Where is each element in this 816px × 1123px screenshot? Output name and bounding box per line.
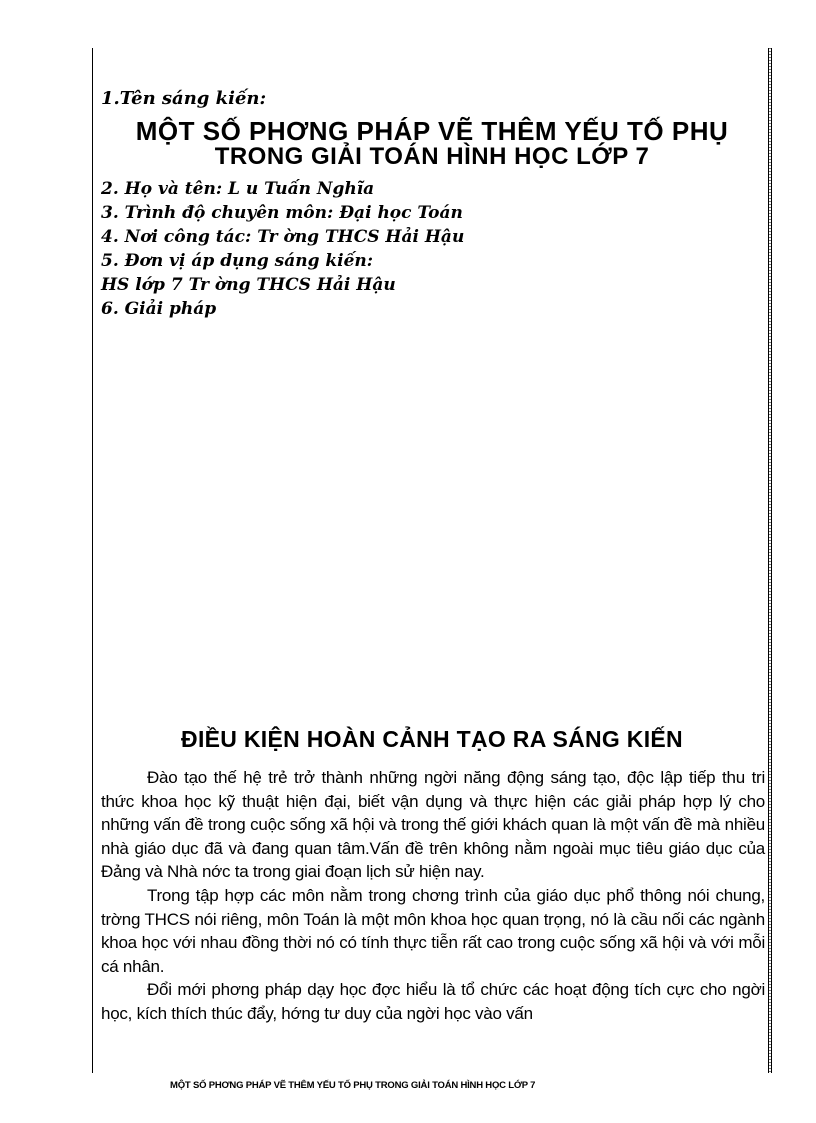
page-footer: MỘT SỐ PHƠNG PHÁP VẼ THÊM YẾU TỐ PHỤ TRONG GIẢI TOÁN HÌNH HỌC LỚP 7 xyxy=(170,1080,536,1091)
document-title xyxy=(93,118,771,170)
applied-unit-value: HS lớp 7 Tr ờng THCS Hải Hậu xyxy=(101,275,396,295)
title-line-2: TRONG GIẢI TOÁN HÌNH HỌC LỚP 7 xyxy=(214,143,650,170)
qualification-line: 3. Trình độ chuyên môn: Đại học Toán xyxy=(101,203,463,223)
section-heading: ĐIỀU KIỆN HOÀN CẢNH TẠO RA SÁNG KIẾN xyxy=(181,726,683,752)
page-border-right xyxy=(768,48,772,1073)
paragraph: Đổi mới phơng pháp dạy học đợc hiểu là tổ chức các hoạt động tích cực cho ngời học, kích thích thúc đẩy, hớng tư duy của ngời học vào vấn xyxy=(101,980,765,1023)
solution-label: 6. Giải pháp xyxy=(101,299,217,319)
title-line-1: MỘT SỐ PHƠNG PHÁP VẼ THÊM YẾU TỐ PHỤ xyxy=(135,116,729,146)
workplace-line: 4. Nơi công tác: Tr ờng THCS Hải Hậu xyxy=(101,227,465,247)
author-name-line: 2. Họ và tên: L u Tuấn Nghĩa xyxy=(101,179,375,199)
paragraph: Trong tập hợp các môn nằm trong chơng trình của giáo dục phổ thông nói chung, trờng THCS nói riêng, môn Toán là một môn khoa học quan trọng, nó là cầu nối các ngành khoa học với nhau đồng thời nó có tính thực tiễn rất cao trong cuộc sống xã hội và với mỗi cá nhân. xyxy=(101,885,765,976)
applied-unit-label: 5. Đơn vị áp dụng sáng kiến: xyxy=(101,251,374,271)
initiative-name-label: 1.Tên sáng kiến: xyxy=(101,88,267,109)
paragraph: Đào tạo thế hệ trẻ trở thành những ngời năng động sáng tạo, độc lập tiếp thu tri thức khoa học kỹ thuật hiện đại, biết vận dụng và thực hiện các giải pháp hợp lý cho những vấn đề trong cuộc sống xã hội và trong thế giới khách quan là một vấn đề mà nhiều nhà giáo dục đã và đang quan tâm.Vấn đề trên không nằm ngoài mục tiêu giáo dục của Đảng và Nhà nớc ta trong giai đoạn lịch sử hiện nay. xyxy=(101,768,765,882)
body-text xyxy=(101,766,765,1026)
document-page xyxy=(92,48,771,1073)
